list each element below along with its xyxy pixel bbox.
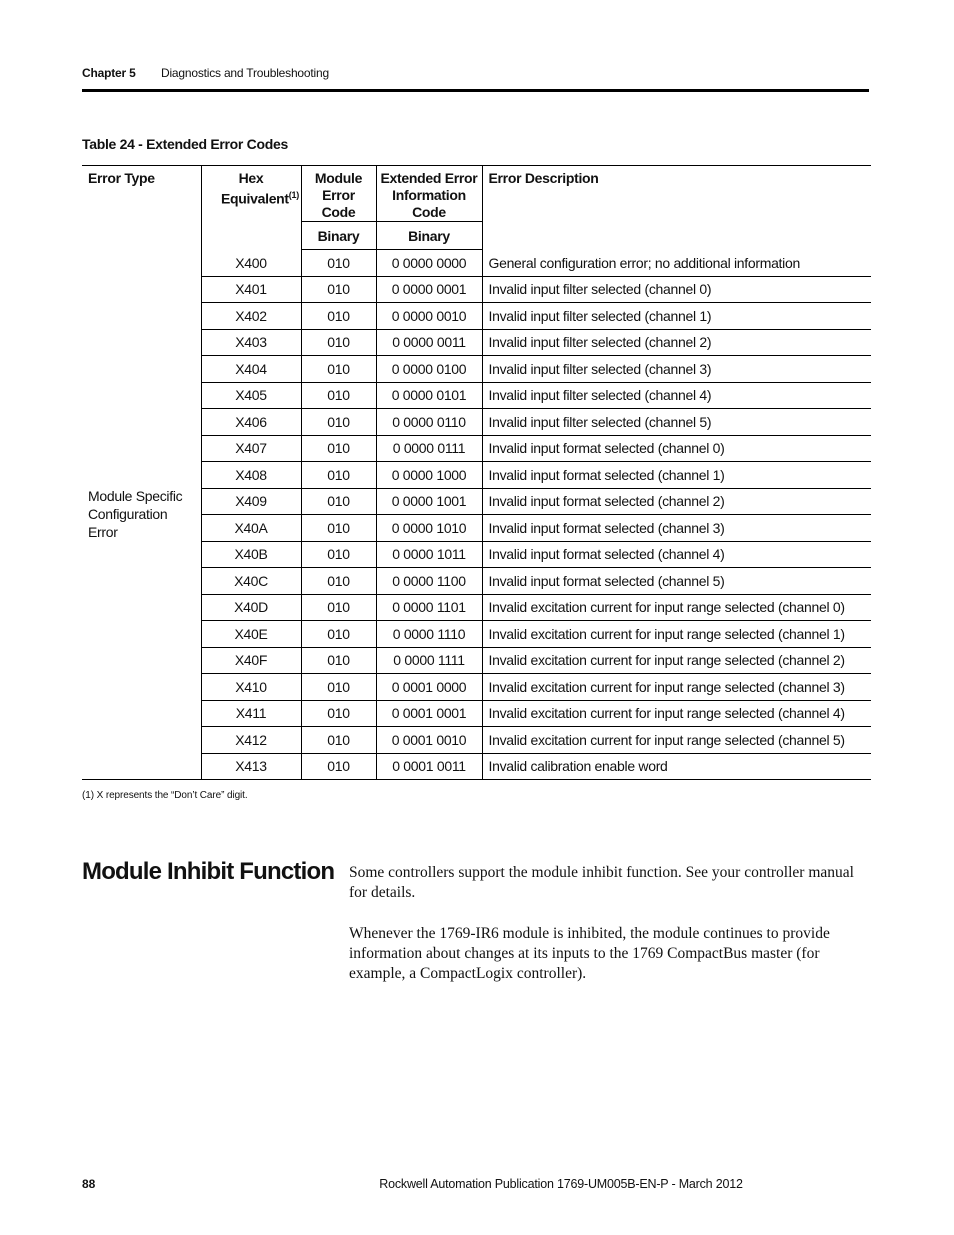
extended-code-cell: 0 0000 1110: [376, 621, 482, 648]
error-type-group-cell: Module Specific Configuration Error: [82, 250, 201, 780]
module-code-cell: 010: [301, 462, 376, 489]
description-cell: Invalid input format selected (channel 3): [482, 515, 871, 542]
table-row: [82, 250, 871, 277]
extended-code-cell: 0 0000 0010: [376, 303, 482, 330]
section-title: Module Inhibit Function: [82, 858, 335, 885]
description-cell: General configuration error; no additional information: [482, 250, 871, 277]
col-header-module-code: Module Error Code: [301, 166, 376, 222]
module-code-cell: 010: [301, 568, 376, 595]
hex-cell: X40C: [201, 568, 301, 595]
description-cell: Invalid excitation current for input range selected (channel 0): [482, 594, 871, 621]
description-cell: Invalid excitation current for input range selected (channel 5): [482, 727, 871, 754]
extended-code-cell: 0 0001 0000: [376, 674, 482, 701]
chapter-label: Chapter 5: [82, 66, 136, 80]
extended-code-cell: 0 0000 0011: [376, 329, 482, 356]
publication-info: Rockwell Automation Publication 1769-UM005B-EN-P - March 2012: [379, 1177, 743, 1191]
extended-code-cell: 0 0000 0000: [376, 250, 482, 277]
description-cell: Invalid calibration enable word: [482, 753, 871, 780]
col-subheader-binary-extended: Binary: [376, 222, 482, 250]
description-cell: Invalid input format selected (channel 2): [482, 488, 871, 515]
extended-code-cell: 0 0000 1000: [376, 462, 482, 489]
extended-code-cell: 0 0000 1101: [376, 594, 482, 621]
extended-code-cell: 0 0000 1011: [376, 541, 482, 568]
module-code-cell: 010: [301, 409, 376, 436]
module-code-cell: 010: [301, 674, 376, 701]
table-row: [82, 356, 871, 383]
col-header-error-type: Error Type: [82, 166, 201, 250]
hex-cell: X412: [201, 727, 301, 754]
module-code-cell: 010: [301, 700, 376, 727]
description-cell: Invalid excitation current for input range selected (channel 2): [482, 647, 871, 674]
description-cell: Invalid excitation current for input range selected (channel 3): [482, 674, 871, 701]
description-cell: Invalid input filter selected (channel 2): [482, 329, 871, 356]
table-row: [82, 329, 871, 356]
table-row: [82, 409, 871, 436]
module-code-cell: 010: [301, 276, 376, 303]
description-cell: Invalid excitation current for input range selected (channel 4): [482, 700, 871, 727]
description-cell: Invalid input format selected (channel 5): [482, 568, 871, 595]
extended-code-cell: 0 0001 0001: [376, 700, 482, 727]
hex-cell: X404: [201, 356, 301, 383]
extended-code-cell: 0 0000 1111: [376, 647, 482, 674]
extended-code-cell: 0 0000 1010: [376, 515, 482, 542]
table-row: [82, 382, 871, 409]
description-cell: Invalid input filter selected (channel 3): [482, 356, 871, 383]
hex-cell: X40D: [201, 594, 301, 621]
hex-cell: X402: [201, 303, 301, 330]
hex-cell: X40F: [201, 647, 301, 674]
hex-cell: X407: [201, 435, 301, 462]
module-code-cell: 010: [301, 356, 376, 383]
module-code-cell: 010: [301, 621, 376, 648]
hex-cell: X401: [201, 276, 301, 303]
table-row: [82, 488, 871, 515]
description-cell: Invalid input filter selected (channel 0): [482, 276, 871, 303]
module-code-cell: 010: [301, 541, 376, 568]
extended-code-cell: 0 0000 0111: [376, 435, 482, 462]
extended-code-cell: 0 0001 0010: [376, 727, 482, 754]
module-code-cell: 010: [301, 515, 376, 542]
table-row: [82, 568, 871, 595]
chapter-title: Diagnostics and Troubleshooting: [161, 66, 329, 80]
description-cell: Invalid input format selected (channel 4): [482, 541, 871, 568]
col-subheader-binary-module: Binary: [301, 222, 376, 250]
table-row: [82, 515, 871, 542]
paragraph-1: Some controllers support the module inhibit function. See your controller manual for details.: [349, 864, 854, 901]
hex-cell: X411: [201, 700, 301, 727]
extended-code-cell: 0 0000 1100: [376, 568, 482, 595]
module-code-cell: 010: [301, 594, 376, 621]
module-code-cell: 010: [301, 329, 376, 356]
hex-cell: X408: [201, 462, 301, 489]
module-code-cell: 010: [301, 303, 376, 330]
table-row: [82, 594, 871, 621]
col-header-description: Error Description: [482, 166, 871, 250]
hex-cell: X413: [201, 753, 301, 780]
table-title: Table 24 - Extended Error Codes: [82, 136, 288, 152]
hex-cell: X40A: [201, 515, 301, 542]
module-code-cell: 010: [301, 727, 376, 754]
table-row: [82, 462, 871, 489]
module-code-cell: 010: [301, 753, 376, 780]
table-row: [82, 541, 871, 568]
running-header: [82, 66, 329, 80]
col-header-extended-code: Extended Error Information Code: [376, 166, 482, 222]
hex-cell: X410: [201, 674, 301, 701]
table-row: [82, 276, 871, 303]
module-code-cell: 010: [301, 488, 376, 515]
module-code-cell: 010: [301, 382, 376, 409]
table-row: [82, 303, 871, 330]
col-header-hex: Hex Equivalent$^{(1)}$: [201, 166, 301, 250]
hex-footnote-marker: (1): [288, 190, 299, 200]
description-cell: Invalid input filter selected (channel 5): [482, 409, 871, 436]
hex-cell: X405: [201, 382, 301, 409]
description-cell: Invalid excitation current for input range selected (channel 1): [482, 621, 871, 648]
description-cell: Invalid input filter selected (channel 4): [482, 382, 871, 409]
hex-cell: X403: [201, 329, 301, 356]
paragraph-2: Whenever the 1769-IR6 module is inhibited, the module continues to provide information about changes at its inputs to the 1769 CompactBus master (for example, a CompactLogix controller).: [349, 925, 830, 982]
hex-cell: X400: [201, 250, 301, 277]
header-rule: [82, 89, 869, 92]
hex-cell: X406: [201, 409, 301, 436]
table-row: [82, 621, 871, 648]
table-row: [82, 647, 871, 674]
description-cell: Invalid input format selected (channel 0): [482, 435, 871, 462]
extended-code-cell: 0 0000 0110: [376, 409, 482, 436]
module-code-cell: 010: [301, 435, 376, 462]
hex-cell: X409: [201, 488, 301, 515]
extended-code-cell: 0 0001 0011: [376, 753, 482, 780]
module-code-cell: 010: [301, 647, 376, 674]
hex-cell: X40B: [201, 541, 301, 568]
table-row: [82, 700, 871, 727]
extended-code-cell: 0 0000 0100: [376, 356, 482, 383]
description-cell: Invalid input format selected (channel 1): [482, 462, 871, 489]
table-row: [82, 727, 871, 754]
extended-code-cell: 0 0000 0001: [376, 276, 482, 303]
table-row: [82, 753, 871, 780]
table-footnote: (1) X represents the “Don’t Care” digit.: [82, 790, 248, 801]
table-row: [82, 674, 871, 701]
hex-cell: X40E: [201, 621, 301, 648]
extended-code-cell: 0 0000 0101: [376, 382, 482, 409]
table-row: [82, 435, 871, 462]
description-cell: Invalid input filter selected (channel 1): [482, 303, 871, 330]
module-code-cell: 010: [301, 250, 376, 277]
extended-code-cell: 0 0000 1001: [376, 488, 482, 515]
page-number: 88: [82, 1177, 96, 1191]
extended-error-codes-table: [82, 165, 871, 780]
